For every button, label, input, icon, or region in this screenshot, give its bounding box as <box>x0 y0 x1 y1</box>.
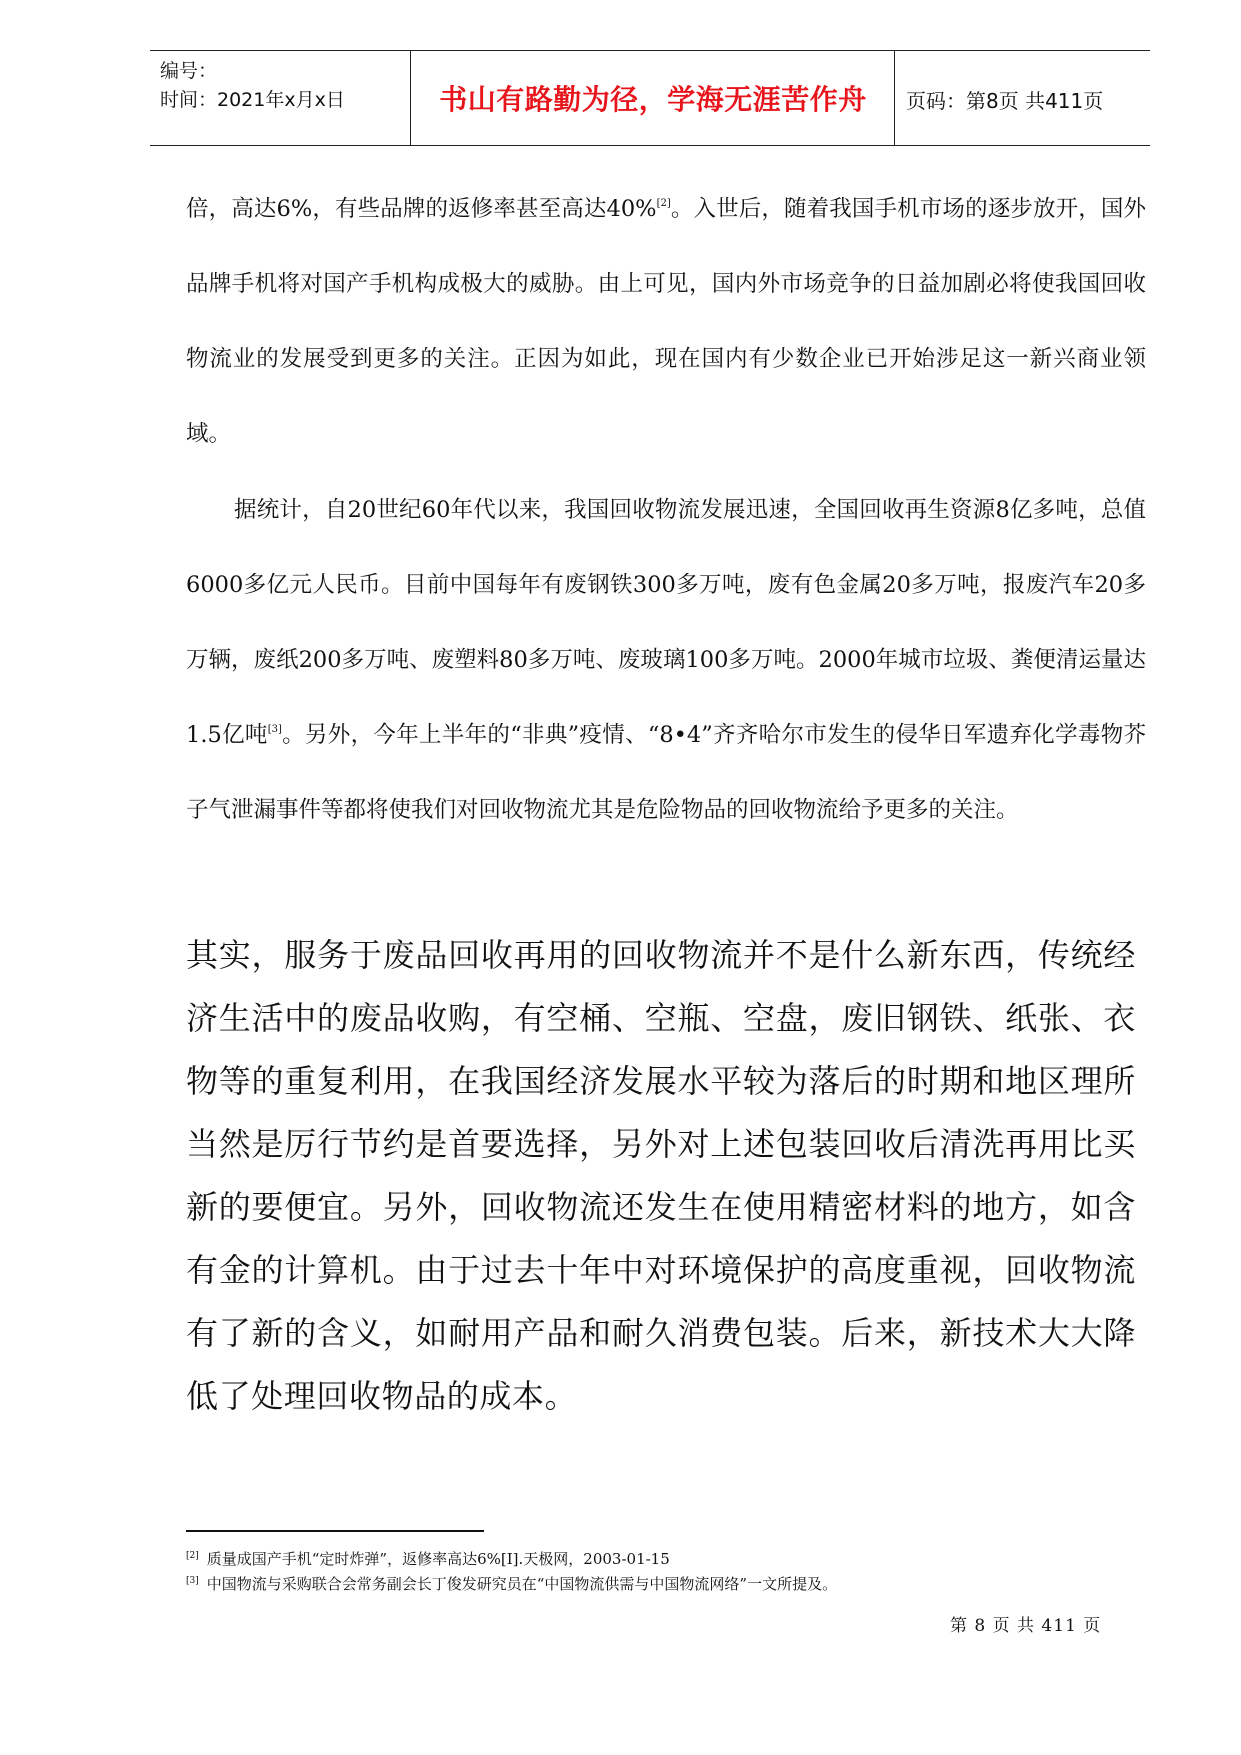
footnote-item <box>186 1570 1146 1595</box>
header-motto: 书山有路勤为径，学海无涯苦作舟 <box>439 83 867 116</box>
page-footer: 第 8 页 共 411 页 <box>950 1616 1102 1636</box>
footnote-separator <box>186 1530 484 1532</box>
paragraph-text: 。另外，今年上半年的“非典”疫情、“8•4”齐齐哈尔市发生的侵华日军遗弃化学毒物芥子气泄漏事件等都将使我们对回收物流尤其是危险物品的回收物流给予更多的关注。 <box>186 722 1146 823</box>
footnote-reference[interactable]: [2] <box>656 198 671 209</box>
footnote-mark: [3] <box>186 1576 199 1586</box>
header-page-info: 页码：第8页 共411页 <box>906 89 1104 113</box>
paragraph-text: 倍，高达6%，有些品牌的返修率甚至高达40% <box>186 196 657 222</box>
paragraph-text: 。入世后，随着我国手机市场的逐步放开，国外品牌手机将对国产手机构成极大的威胁。由上可见，国内外市场竞争的日益加剧必将使我国回收物流业的发展受到更多的关注。正因为如此，现在国内有少数企业已开始涉足这一新兴商业领域。 <box>186 196 1146 447</box>
body-paragraph <box>186 172 1146 472</box>
body-paragraph-large: 其实，服务于废品回收再用的回收物流并不是什么新东西，传统经济生活中的废品收购，有空桶、空瓶、空盘，废旧钢铁、纸张、衣物等的重复利用，在我国经济发展水平较为落后的时期和地区理所当然是厉行节约是首要选择，另外对上述包装回收后清洗再用比买新的要便宜。另外，回收物流还发生在使用精密材料的地方，如含有金的计算机。由于过去十年中对环境保护的高度重视，回收物流有了新的含义，如耐用产品和耐久消费包装。后来，新技术大大降低了处理回收物品的成本。 <box>186 936 1136 1415</box>
header-divider <box>894 51 895 145</box>
footnote-reference[interactable]: [3] <box>267 724 282 735</box>
code-label: 编号： <box>160 60 218 82</box>
header-divider <box>410 51 411 145</box>
footnote-text: 质量成国产手机“定时炸弹”，返修率高达6%[I].天极网，2003-01-15 <box>206 1550 670 1568</box>
footnote-item <box>186 1545 1146 1570</box>
time-label: 时间：2021年x月x日 <box>160 89 345 111</box>
footnotes <box>186 1545 1146 1595</box>
footnote-mark: [2] <box>186 1551 199 1561</box>
footnote-text: 中国物流与采购联合会常务副会长丁俊发研究员在“中国物流供需与中国物流网络”一文所提及。 <box>206 1575 838 1593</box>
body-paragraph <box>186 473 1146 848</box>
document-header <box>150 50 1150 146</box>
header-meta <box>160 57 410 115</box>
paragraph-text: 据统计，自20世纪60年代以来，我国回收物流发展迅速，全国回收再生资源8亿多吨，总值6000多亿元人民币。目前中国每年有废钢铁300多万吨，废有色金属20多万吨，报废汽车20多万辆，废纸200多万吨、废塑料80多万吨、废玻璃100多万吨。2000年城市垃圾、粪便清运量达1.5亿吨 <box>186 497 1146 748</box>
